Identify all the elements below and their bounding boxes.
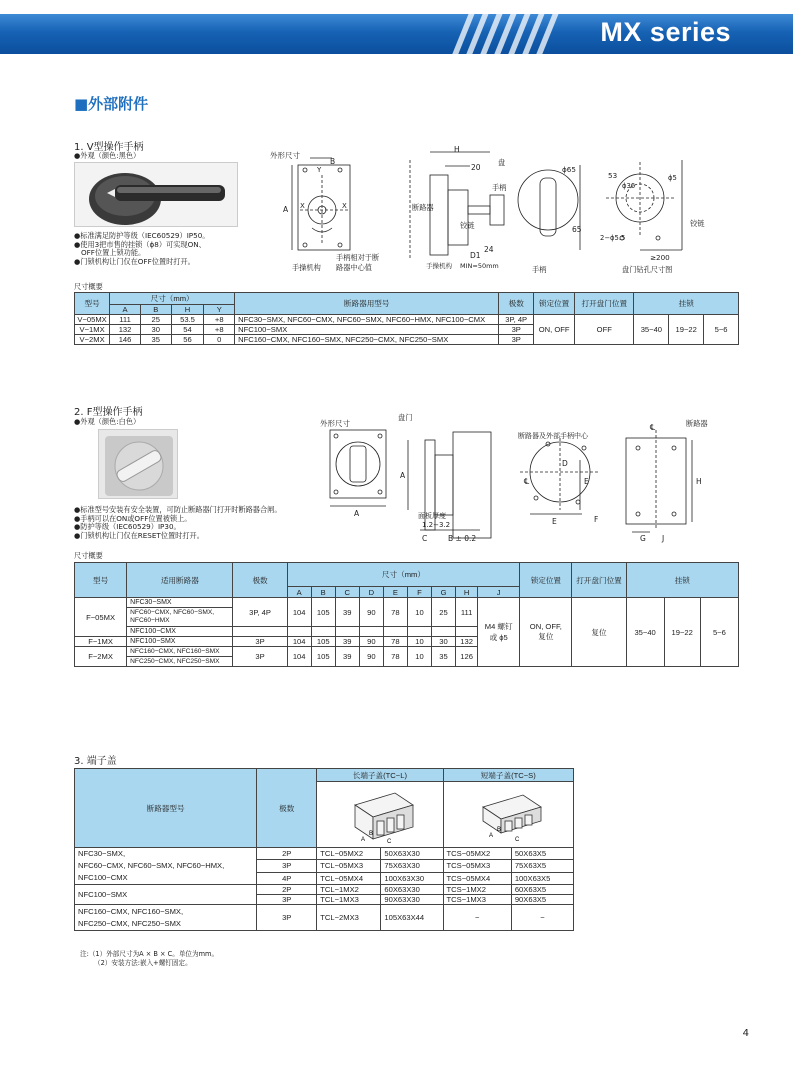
th-short: 短端子盖(TC−S) — [443, 769, 573, 782]
th-h: H — [171, 305, 204, 315]
th-c: C — [335, 587, 359, 598]
dim-a: A — [283, 205, 289, 214]
th-d: D — [359, 587, 383, 598]
cl-mark-2: ℄ — [650, 423, 656, 432]
tcl-label-a: A — [360, 836, 365, 843]
cl-mark: ℄ — [524, 477, 530, 486]
hinge-label: 铰链 — [460, 221, 475, 230]
th-dim: 尺寸（mm） — [110, 293, 235, 305]
header-banner — [0, 14, 793, 54]
th-b: B — [140, 305, 171, 315]
table-row: NFC160−CMX, NFC160−SMX, NFC250−CMX, NFC250−SMX 3P TCL−2MX3 105X63X44 − − — [75, 905, 574, 931]
dim-65: 65 — [572, 225, 582, 234]
hinge-label-2: 铰链 — [690, 219, 705, 228]
note-line: ●手柄可以在ON或OFF位置被锁上。 — [74, 513, 192, 523]
th-y: Y — [204, 305, 235, 315]
dim-e-bottom: E — [552, 517, 557, 526]
dim-a-bottom: A — [354, 509, 360, 518]
th-lock: 锁定位置 — [534, 293, 575, 315]
terminal-cover-table — [74, 768, 574, 931]
footnotes — [80, 950, 218, 968]
dim-a-side: A — [400, 471, 406, 480]
dim-x-left: X — [300, 202, 305, 210]
dim-b: B — [330, 157, 336, 166]
table-row: F−2MX NFC160−CMX, NFC160−SMX 3P 104 105 39 90 78 10 35 126 — [75, 647, 739, 657]
panel-range: 1.2−3.2 — [422, 521, 451, 529]
table-row: NFC100−CMX — [75, 627, 739, 637]
door-label: 盘门 — [398, 413, 413, 422]
dim-24: 24 — [484, 245, 494, 254]
banner-stripes — [440, 14, 580, 54]
dim-c: C — [422, 534, 428, 543]
page-title: ■外部附件 — [74, 95, 149, 113]
th-g: G — [432, 587, 456, 598]
center-label-2: 路器中心值 — [336, 263, 372, 272]
table-row: 3P TCL−1MX3 90X63X30 TCS−1MX3 90X63X5 — [75, 895, 574, 905]
breaker-label: 断路器 — [412, 203, 434, 212]
center-label: 断路器及外部手柄中心 — [518, 432, 588, 440]
section1-notes — [74, 232, 209, 266]
drill-label: 盘门钻孔尺寸图 — [622, 265, 673, 274]
tcl-label-c: C — [386, 838, 392, 845]
section2-table-title: 尺寸概要 — [74, 551, 103, 560]
min-value: MIN=50mm — [460, 262, 499, 270]
section2-appearance: ●外观（颜色:白色） — [74, 417, 141, 426]
table-row: F−05MX NFC30−SMX 3P, 4P 104 105 39 90 78 10 25 111 M4 螺钉 或 ϕ5 ON, OFF, 复位 复位 35~40 19~22 5~6 — [75, 598, 739, 608]
th-poles: 极数 — [257, 769, 317, 848]
dim-e-side: E — [584, 477, 589, 486]
cell-lock: ON, OFF — [534, 315, 575, 345]
table-row: NFC30−SMX, NFC60−CMX, NFC60−SMX, NFC60−HMX, NFC100−CMX 2P TCL−05MX2 50X63X30 TCS−05MX2 50X63X5 — [75, 848, 574, 860]
outline-label: 外形尺寸 — [320, 419, 350, 428]
dim-g: G — [640, 534, 646, 543]
section2-notes — [74, 506, 282, 540]
cell-open: 复位 — [572, 598, 626, 667]
th-model: 型号 — [75, 563, 127, 598]
dim-h: H — [454, 145, 460, 154]
cell-j: M4 螺钉 或 ϕ5 — [478, 598, 520, 667]
th-poles: 极数 — [499, 293, 534, 315]
tcs-label-a: A — [489, 832, 494, 839]
handle-label-2: 手柄 — [532, 265, 547, 274]
footnote-2: （2）安装方法:嵌入+螺钉固定。 — [94, 959, 192, 967]
center-label: 手柄相对于断 — [336, 253, 380, 262]
table-row: NFC60−CMX, NFC60−SMX, NFC60−HMX — [75, 608, 739, 627]
dim-j: J — [662, 534, 665, 543]
dim-53: 53 — [608, 171, 618, 180]
section2-title: 2. F型操作手柄 — [74, 407, 143, 418]
section1-table-title: 尺寸概要 — [74, 282, 103, 291]
note-line: ●使用3把市售的挂锁（ϕ8）可实现ON、 — [74, 239, 206, 249]
th-model: 断路器型号 — [75, 769, 257, 848]
mechanism-label: 手操机构 — [292, 263, 321, 272]
th-padlock: 挂锁 — [626, 563, 738, 598]
tcs-image — [453, 783, 563, 845]
f-handle-image — [99, 430, 178, 499]
table-row: F−1MX NFC100−SMX 3P 104 105 39 90 78 10 30 132 — [75, 637, 739, 647]
table-row: NFC250−CMX, NFC250−SMX — [75, 657, 739, 667]
table-row: V−1MX 132 30 54 +8 NFC100−SMX 3P — [75, 325, 739, 335]
th-open: 打开盘门位置 — [572, 563, 626, 598]
note-line: ●标准型号安装有安全装置，可防止断路器门打开时断路器合闸。 — [74, 505, 282, 514]
v-handle-table — [74, 292, 739, 345]
outline-label: 外形尺寸 — [270, 151, 300, 160]
handle-label: 手柄 — [492, 183, 507, 192]
note-line: OFF位置上锁功能。 — [81, 248, 146, 258]
th-model: 型号 — [75, 293, 110, 315]
dim-phi65: ϕ65 — [562, 165, 576, 174]
dim-f: F — [594, 515, 599, 524]
f-handle-table — [74, 562, 739, 667]
series-title: MX series — [600, 17, 731, 47]
min-label: 手操机构 — [426, 262, 452, 270]
disc-label: 盘 — [498, 158, 506, 167]
dim-20: 20 — [471, 163, 481, 172]
note-line: ●门锁机构让门仅在RESET位置时打开。 — [74, 530, 204, 540]
th-poles: 极数 — [233, 563, 287, 598]
page-number: 4 — [742, 1028, 749, 1039]
th-j: J — [478, 587, 520, 598]
th-f: F — [407, 587, 431, 598]
table-row: 3P TCL−05MX3 75X63X30 TCS−05MX3 75X63X5 — [75, 860, 574, 872]
section1-title: 1. V型操作手柄 — [74, 142, 144, 153]
section1-appearance: ●外观（颜色:黑色） — [74, 151, 141, 160]
cell-open: OFF — [575, 315, 634, 345]
th-open: 打开盘门位置 — [575, 293, 634, 315]
note-line: ●门锁机构让门仅在OFF位置时打开。 — [74, 256, 195, 266]
th-breaker: 适用断路器 — [127, 563, 233, 598]
f-handle-diagram — [320, 410, 720, 550]
tcl-image-cell — [317, 782, 443, 848]
th-lock: 锁定位置 — [520, 563, 572, 598]
cell-lock: ON, OFF, 复位 — [520, 598, 572, 667]
dim-ge200: ≥200 — [650, 253, 670, 262]
dim-y: Y — [317, 166, 322, 174]
dim-phi36: ϕ36 — [622, 182, 636, 190]
tcl-image — [325, 783, 435, 845]
dim-x-right: X — [342, 202, 347, 210]
f-handle-photo — [98, 429, 178, 499]
tcs-image-cell — [443, 782, 573, 848]
section3-title: 3. 端子盖 — [74, 756, 117, 767]
dim-5: ϕ5 — [668, 174, 677, 182]
v-handle-photo — [74, 162, 238, 227]
tcs-label-c: C — [515, 836, 520, 843]
table-row: V−05MX 111 25 53.5 +8 NFC30−SMX, NFC60−CMX, NFC60−SMX, NFC60−HMX, NFC100−CMX 3P, 4P ON, OFF OFF 35~40 19~22 5~6 — [75, 315, 739, 325]
dim-b: B ± 0.2 — [448, 534, 477, 543]
th-a: A — [287, 587, 311, 598]
hole-label: 2−ϕ5.5 — [600, 234, 626, 242]
v-handle-image — [75, 163, 238, 227]
th-b: B — [311, 587, 335, 598]
table-row: NFC100−SMX 2P TCL−1MX2 60X63X30 TCS−1MX2 60X63X5 — [75, 885, 574, 895]
panel-label: 面板厚度 — [418, 512, 446, 520]
th-e: E — [383, 587, 407, 598]
dim-d: D — [562, 459, 568, 468]
note-line: ●防护等级（IEC60529）IP30。 — [74, 522, 181, 532]
th-long: 长端子盖(TC−L) — [317, 769, 443, 782]
dim-h: H — [696, 477, 702, 486]
tcl-label-b: B — [368, 830, 373, 837]
th-dim: 尺寸（mm） — [287, 563, 520, 587]
breaker-label: 断路器 — [686, 419, 708, 428]
th-padlock: 挂锁 — [634, 293, 739, 315]
table-row: V−2MX 146 35 56 0 NFC160−CMX, NFC160−SMX, NFC250−CMX, NFC250−SMX 3P — [75, 335, 739, 345]
footnote-1: 注:（1）外部尺寸为A × B × C。单位为mm。 — [80, 950, 219, 958]
tcs-label-b: B — [497, 826, 502, 833]
v-handle-diagram — [270, 140, 720, 280]
th-a: A — [110, 305, 141, 315]
th-breaker: 断路器用型号 — [235, 293, 499, 315]
table-row: 4P TCL−05MX4 100X63X30 TCS−05MX4 100X63X5 — [75, 872, 574, 884]
dim-d1: D1 — [470, 251, 481, 260]
note-line: ●标准满足防护等级（IEC60529）IP50。 — [74, 231, 210, 240]
th-h: H — [456, 587, 478, 598]
